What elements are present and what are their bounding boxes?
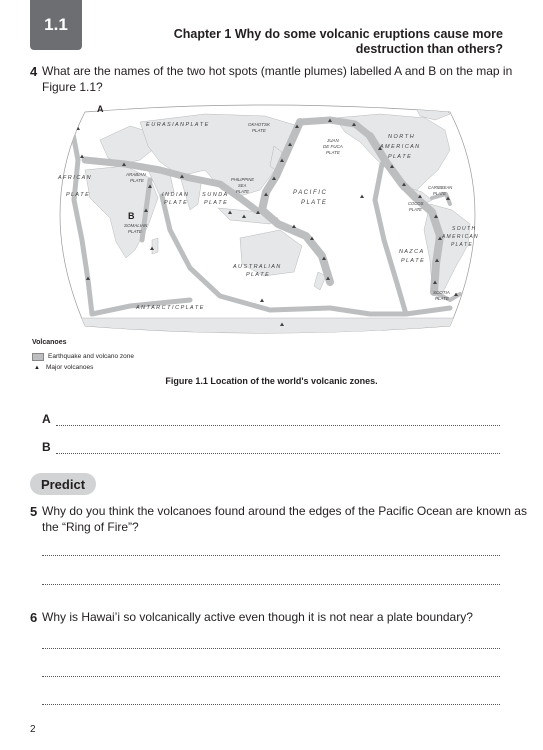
label-scotia-plate: SCOTIA: [433, 290, 450, 295]
label-australian-plate: A U S T R A L I A N: [233, 264, 281, 270]
label-indian-plate: I N D I A N: [162, 192, 188, 198]
question-5-line1: Why do you think the volcanoes found around the edges of the Pacific Ocean are known as: [42, 504, 527, 518]
label-philippine-sea-plate: SEA: [238, 183, 247, 188]
label-somalian-plate: PLATE: [128, 229, 142, 234]
label-somalian-plate: SOMALIAN: [124, 223, 148, 228]
question-6-number: 6: [30, 610, 38, 625]
answer-6-line-3[interactable]: [42, 704, 500, 705]
label-philippine-sea-plate: PHILIPPINE: [231, 177, 255, 182]
legend-volcano-row: [32, 362, 134, 373]
label-indian-plate: P L A T E: [164, 200, 187, 206]
answer-line-a[interactable]: [42, 412, 500, 426]
label-african-plate: A F R I C A N: [58, 175, 91, 181]
label-scotia-plate: PLATE: [435, 296, 449, 301]
zone-swatch-icon: [32, 353, 44, 361]
label-north-american-plate: A M E R I C A N: [380, 144, 420, 150]
land-madagascar: [152, 238, 158, 254]
legend-volcano-label: Major volcanoes: [46, 364, 94, 371]
world-map-svg: [30, 100, 500, 336]
question-4-line1: What are the names of the two hot spots (mantle plumes) labelled A and B on the map in: [42, 64, 513, 78]
label-juan-de-fuca-plate: PLATE: [326, 150, 340, 155]
label-philippine-sea-plate: PLATE: [236, 189, 249, 194]
answer-6-line-2[interactable]: [42, 676, 500, 677]
answer-b-label: B: [42, 440, 51, 454]
label-african-plate: P L A T E: [66, 192, 89, 198]
answer-5-line-2[interactable]: [42, 584, 500, 585]
section-tab: 1.1: [30, 0, 82, 50]
answer-a-dotted-line[interactable]: [56, 415, 500, 426]
chapter-title-line1: Chapter 1 Why do some volcanic eruptions cause more: [173, 27, 503, 41]
label-south-american-plate: S O U T H: [452, 226, 476, 232]
label-caribbean-plate: CARIBBEAN: [428, 185, 453, 190]
label-juan-de-fuca-plate: DE FUCA: [323, 144, 343, 149]
label-sunda-plate: S U N D A: [202, 192, 228, 198]
question-5-number: 5: [30, 504, 38, 519]
label-arabian-plate: PLATE: [130, 178, 144, 183]
question-4-number: 4: [30, 64, 38, 79]
hotspot-a-label: A: [97, 104, 104, 114]
legend-zone-label: Earthquake and volcano zone: [48, 353, 135, 360]
label-okhotsk-plate: PLATE: [252, 128, 266, 133]
label-arabian-plate: ARABIAN: [126, 172, 146, 177]
answer-b-dotted-line[interactable]: [56, 443, 500, 454]
question-5-line2: the “Ring of Fire”?: [42, 519, 139, 534]
predict-badge: Predict: [30, 473, 96, 495]
legend-title: Volcanoes: [32, 339, 67, 346]
question-5-text: [42, 504, 527, 535]
chapter-title: [173, 27, 503, 57]
legend-zone-row: [32, 351, 134, 362]
label-cocos-plate: PLATE: [409, 207, 422, 212]
label-nazca-plate: P L A T E: [401, 258, 424, 264]
answer-6-line-1[interactable]: [42, 648, 500, 649]
label-eurasian-plate: E U R A S I A N P L A T E: [146, 122, 209, 128]
label-pacific-plate: P L A T E: [301, 200, 326, 206]
label-south-american-plate: A M E R I C A N: [442, 234, 478, 240]
map-legend: [32, 339, 134, 373]
label-south-american-plate: P L A T E: [451, 242, 472, 248]
hotspot-b-label: B: [128, 211, 135, 221]
label-nazca-plate: N A Z C A: [399, 249, 424, 255]
question-4-text: [42, 64, 512, 95]
chapter-title-line2: destruction than others?: [355, 42, 503, 56]
question-4-line2: Figure 1.1?: [42, 79, 103, 94]
label-okhotsk-plate: OKHOTSK: [248, 122, 271, 127]
volcano-triangle-icon: ▲: [34, 364, 40, 371]
label-north-american-plate: N O R T H: [388, 134, 414, 140]
question-6-text: Why is Hawai’i so volcanically active even though it is not near a plate boundary?: [42, 610, 473, 624]
answer-a-label: A: [42, 412, 51, 426]
answer-line-b[interactable]: [42, 440, 500, 454]
label-north-american-plate: P L A T E: [388, 154, 411, 160]
label-pacific-plate: P A C I F I C: [293, 190, 326, 196]
volcanic-zones-map: [30, 100, 500, 336]
label-cocos-plate: COCOS: [408, 201, 424, 206]
figure-caption: Figure 1.1 Location of the world's volcanic zones.: [165, 376, 378, 386]
label-sunda-plate: P L A T E: [204, 200, 227, 206]
label-juan-de-fuca-plate: JUAN: [327, 138, 339, 143]
page-number: 2: [30, 724, 36, 735]
label-australian-plate: P L A T E: [246, 272, 269, 278]
label-caribbean-plate: PLATE: [433, 191, 446, 196]
answer-5-line-1[interactable]: [42, 555, 500, 556]
label-antarctic-plate: A N T A R C T I C P L A T E: [136, 305, 204, 311]
